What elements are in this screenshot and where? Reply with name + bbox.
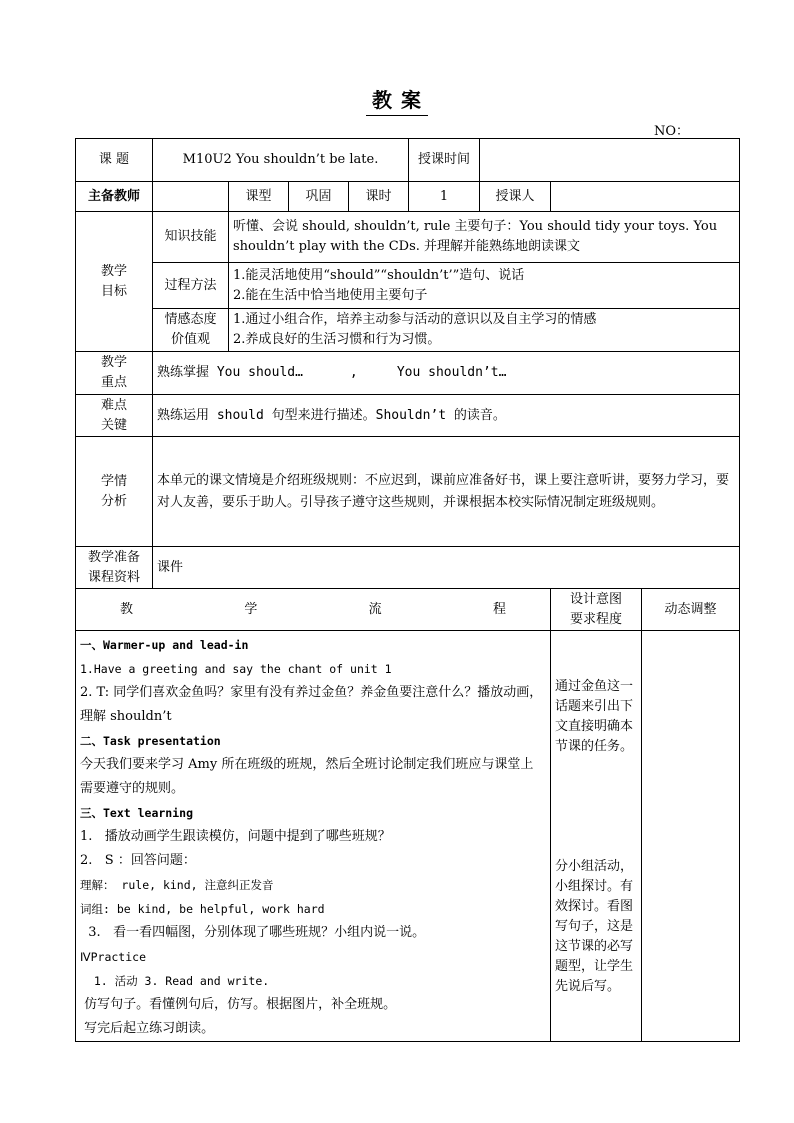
course-row (76, 139, 740, 182)
flow-line: 三、Text learning (80, 806, 194, 820)
flow-line: 1. 活动 3. Read and write. (80, 974, 270, 988)
design-note-warmup: 通过金鱼这一话题来引出下文直接明确本节课的任务。 (555, 679, 634, 754)
class-hours-label: 课时 (349, 182, 409, 212)
course-label: 课 题 (76, 139, 153, 182)
flow-line: 一、Warmer-up and lead-in (80, 638, 249, 652)
flow-line: 2. T: 同学们喜欢金鱼吗？家里有没有养过金鱼？养金鱼要注意什么？播放动画，理解 shouldn’t (80, 685, 543, 724)
knowledge-skills-label: 知识技能 (153, 212, 229, 263)
emotion-attitude-text: 1.通过小组合作，培养主动参与活动的意识以及自主学习的情感 2.养成良好的生活习惯和行为习惯。 (229, 309, 740, 352)
learner-analysis-label: 学情 分析 (76, 437, 153, 547)
design-intent-header: 设计意图 要求程度 (551, 589, 642, 631)
design-intent-content (551, 631, 642, 1042)
lecturer-value (551, 182, 740, 212)
class-hours-value: 1 (409, 182, 480, 212)
difficulty-text: 熟练运用 should 句型来进行描述。Shouldn’t 的读音。 (153, 395, 740, 437)
lesson-type-label: 课型 (229, 182, 289, 212)
document-number-label: NO： (654, 124, 690, 139)
difficulty-row (76, 395, 740, 437)
preparation-text: 课件 (153, 547, 740, 589)
flow-line: 今天我们要来学习 Amy 所在班级的班规，然后全班讨论制定我们班应与课堂上需要遵守的规则。 (80, 757, 534, 796)
process-method-label: 过程方法 (153, 263, 229, 309)
difficulty-label: 难点 关键 (76, 395, 153, 437)
dynamic-adjust-content (642, 631, 740, 1042)
goal-knowledge-row (76, 212, 740, 263)
design-note-text-learning: 分小组活动，小组探讨。有效探讨。看图写句子，这是这节课的必写题型，让学生先说后写。 (555, 859, 634, 994)
page-title: 教 案 (0, 84, 794, 116)
key-points-text: 熟练掌握 You should… , You shouldn’t… (153, 352, 740, 395)
key-points-row (76, 352, 740, 395)
flow-header-row (76, 589, 740, 631)
flow-line: 理解： rule, kind, 注意纠正发音 (80, 878, 274, 892)
knowledge-skills-text: 听懂、会说 should, shouldn’t, rule 主要句子：You should tidy your toys. You shouldn’t play with the CDs. 并理解并能熟练地朗读课文 (229, 212, 740, 263)
dynamic-adjust-header: 动态调整 (642, 589, 740, 631)
lesson-time-label: 授课时间 (409, 139, 480, 182)
lesson-plan-table (75, 138, 740, 1042)
emotion-attitude-label: 情感态度 价值观 (153, 309, 229, 352)
lecturer-label: 授课人 (480, 182, 551, 212)
preparation-label: 教学准备 课程资料 (76, 547, 153, 589)
teaching-flow-content (76, 631, 551, 1042)
flow-line: 2. S ：回答问题： (80, 853, 196, 868)
teacher-row (76, 182, 740, 212)
teaching-goals-label: 教学 目标 (76, 212, 153, 352)
flow-line: 写完后起立练习朗读。 (80, 1021, 215, 1036)
goal-process-row (76, 263, 740, 309)
goal-emotion-row (76, 309, 740, 352)
flow-line: 1.Have a greeting and say the chant of unit 1 (80, 662, 392, 676)
flow-line: 二、Task presentation (80, 734, 221, 748)
analysis-row (76, 437, 740, 547)
process-method-text: 1.能灵活地使用“should”“shouldn’t’”造句、说话 2.能在生活中恰当地使用主要句子 (229, 263, 740, 309)
lesson-type-value: 巩固 (289, 182, 349, 212)
flow-line: 1. 播放动画学生跟读模仿，问题中提到了哪些班规？ (80, 829, 391, 844)
course-value: M10U2 You shouldn’t be late. (153, 139, 409, 182)
teacher-value (153, 182, 229, 212)
flow-line: 3. 看一看四幅图，分别体现了哪些班规？小组内说一说。 (80, 925, 426, 940)
flow-line: ⅣPractice (80, 950, 147, 964)
teaching-flow-header: 教 学 流 程 (76, 589, 551, 631)
preparation-row (76, 547, 740, 589)
key-points-label: 教学 重点 (76, 352, 153, 395)
learner-analysis-text: 本单元的课文情境是介绍班级规则：不应迟到，课前应准备好书，课上要注意听讲，要努力学习，要对人友善，要乐于助人。引导孩子遵守这些规则，并课根据本校实际情况制定班级规则。 (153, 437, 740, 547)
teacher-label: 主备教师 (76, 182, 153, 212)
flow-line: 仿写句子。看懂例句后，仿写。根据图片，补全班规。 (80, 997, 397, 1012)
lesson-time-value (480, 139, 740, 182)
flow-content-row (76, 631, 740, 1042)
flow-line: 词组: be kind, be helpful, work hard (80, 902, 325, 916)
